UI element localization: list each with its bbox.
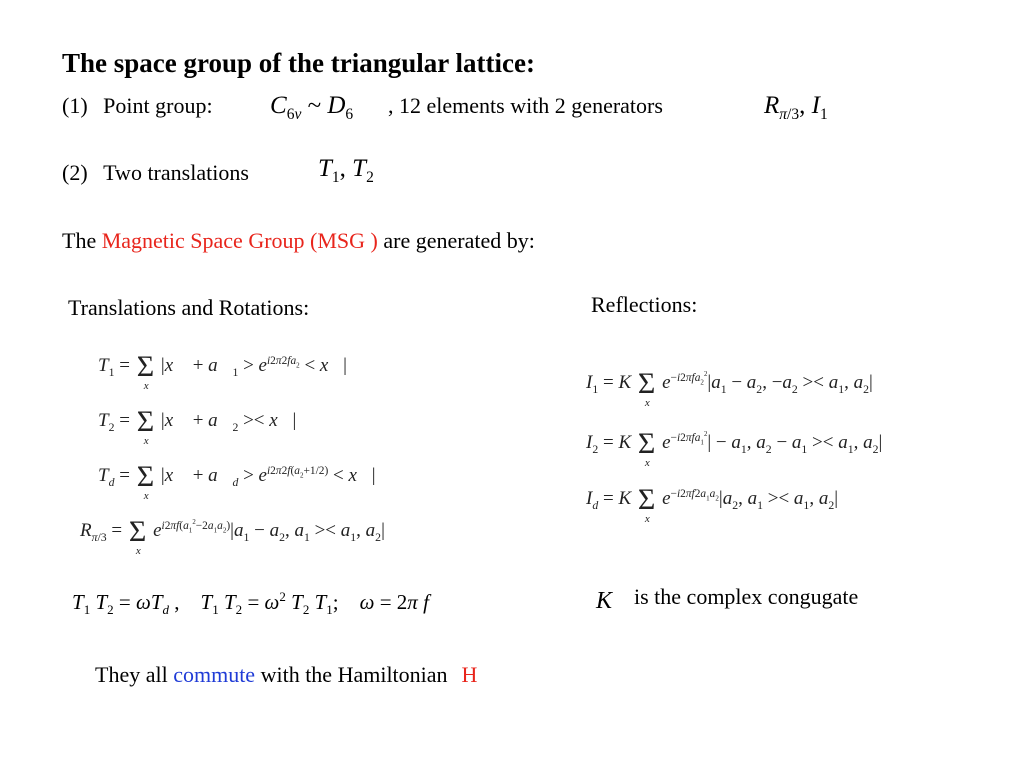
point-group-label: Point group:	[103, 93, 213, 118]
equation-t1: $T_1 = \Sigma$ x⃗ |x⃗ + $a⃗_1 > e^{i2\pi 2fa_2}$ < x⃗|	[98, 350, 347, 392]
commute-mid: with the Hamiltonian	[255, 662, 448, 687]
slide-title: The space group of the triangular lattice:	[62, 48, 535, 78]
commute-line	[95, 662, 477, 688]
right-heading: Reflections:	[591, 292, 698, 317]
generators-math: $R_{\pi/3}$, $I_1$	[764, 92, 828, 123]
translations-label: Two translations	[103, 160, 249, 185]
equation-td: $T_d = \Sigma$ x⃗ |x⃗ + $a⃗_d > e^{i2\pi 2f(a_2+1/2)}$ < x⃗|	[98, 460, 376, 502]
point-group-line	[62, 93, 213, 119]
msg-pre: The	[62, 228, 102, 253]
msg-highlight: Magnetic Space Group (MSG )	[101, 228, 378, 253]
equation-i2: $I_2 = K$ Σ x⃗ $e^{-i2\pi fa_1^2}| - a_1$, $a_2 - a_1 >< a_1$, $a_2|$	[586, 427, 883, 469]
msg-line	[62, 228, 535, 254]
translations-math: $T_1$, $T_2$	[318, 155, 374, 186]
commute-word: commute	[173, 662, 256, 687]
equation-id: $I_d = K$ Σ x⃗ $e^{-i2\pi f2a_1a_2}|a_2$, $a_1 >< a_1$, $a_2|$	[586, 483, 839, 525]
point-group-math: $C_{6v}$ ~ $D_6$	[270, 92, 354, 123]
k-description: is the complex congugate	[634, 584, 859, 609]
point-group-description: , 12 elements with 2 generators	[388, 93, 663, 118]
translations-line	[62, 160, 249, 186]
left-heading: Translations and Rotations:	[68, 295, 310, 320]
k-symbol: K	[596, 588, 613, 614]
commute-pre: They all	[95, 662, 174, 687]
commutation-relations: $T_1$ $T_2 = \omega T_d$ , $T_1$ $T_2 = \omega^2$ $T_2$ $T_1$; ω = 2π f	[72, 589, 429, 618]
item-number-1: (1)	[62, 93, 88, 118]
hamiltonian-h: H	[461, 662, 478, 687]
msg-post: are generated by:	[377, 228, 535, 253]
equation-t2: $T_2 = \Sigma$ x⃗ |x⃗ + $a⃗_2$ >< x⃗|	[98, 405, 297, 447]
equation-r: $R_{\pi/3} = \Sigma$ x⃗ $e^{i2\pi f(a_1^2-2a_1a_2)}|a_1 - a_2$, $a_1 >< a_1$, $a_2|$	[80, 515, 385, 557]
equation-i1: $I_1 = K$ Σ x⃗ $e^{-i2\pi fa_2^2}|a_1 - a_2$, $-a_2 >< a_1$, $a_2|$	[586, 367, 873, 409]
item-number-2: (2)	[62, 160, 88, 185]
